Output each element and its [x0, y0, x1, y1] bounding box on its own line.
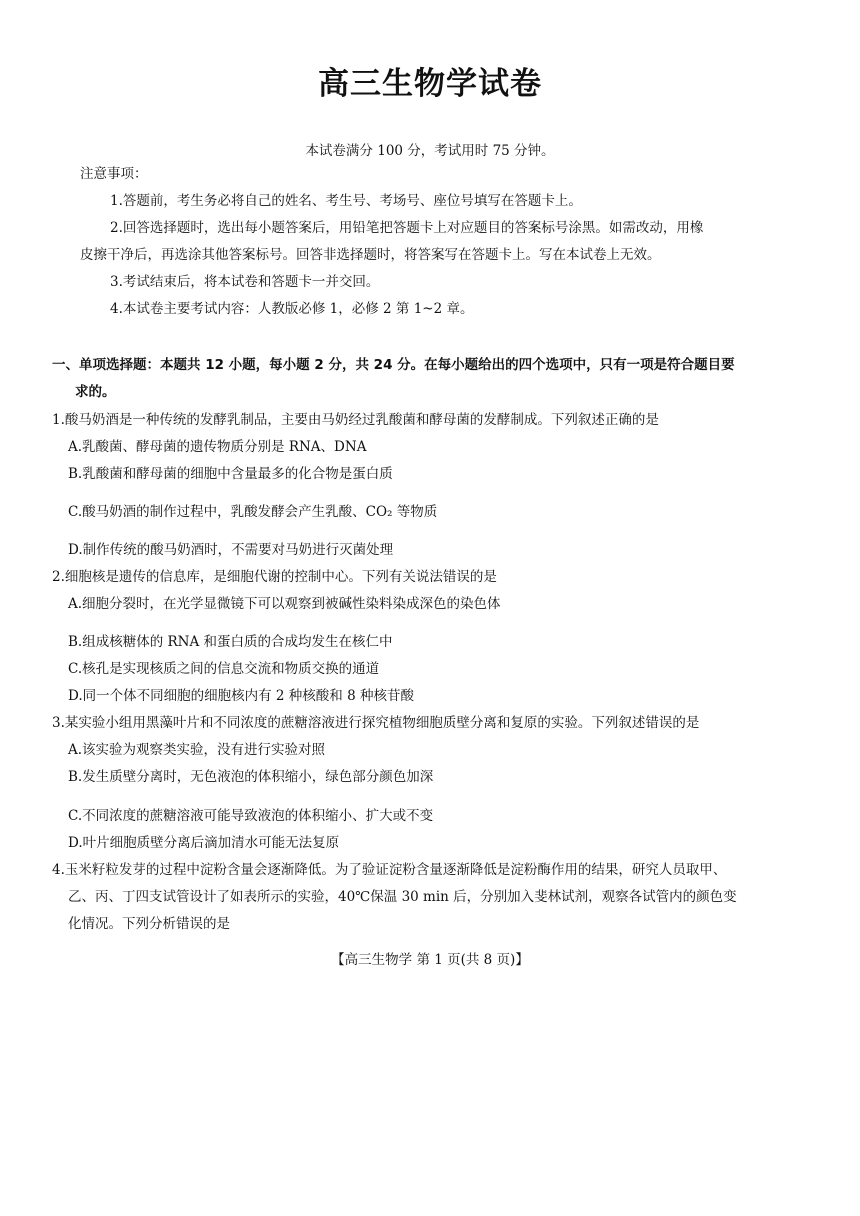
notice-heading: 注意事项：: [80, 166, 148, 182]
question-2-option-b: B.组成核糖体的 RNA 和蛋白质的合成均发生在核仁中: [68, 634, 393, 650]
question-4-stem-line-1: 4.玉米籽粒发芽的过程中淀粉含量会逐渐降低。为了验证淀粉含量逐渐降低是淀粉酶作用的结果，研究人员取甲、: [52, 862, 727, 878]
question-2-option-d: D.同一个体不同细胞的细胞核内有 2 种核酸和 8 种核苷酸: [68, 688, 414, 704]
section-heading-line-2: 求的。: [75, 384, 116, 400]
question-2-option-c: C.核孔是实现核质之间的信息交流和物质交换的通道: [68, 661, 380, 677]
question-2-option-a: A.细胞分裂时，在光学显微镜下可以观察到被碱性染料染成深色的染色体: [68, 596, 501, 612]
section-heading: [52, 352, 822, 406]
question-3-option-a: A.该实验为观察类实验，没有进行实验对照: [68, 742, 326, 758]
question-1-option-a: A.乳酸菌、酵母菌的遗传物质分别是 RNA、DNA: [68, 439, 367, 455]
question-3-option-c: C.不同浓度的蔗糖溶液可能导致液泡的体积缩小、扩大或不变: [68, 808, 434, 824]
page-footer: 【高三生物学 第 1 页(共 8 页)】: [331, 952, 529, 968]
question-1-stem: 1.酸马奶酒是一种传统的发酵乳制品，主要由马奶经过乳酸菌和酵母菌的发酵制成。下列叙述正确的是: [52, 412, 659, 428]
notice-item-2: 2.回答选择题时，选出每小题答案后，用铅笔把答题卡上对应题目的答案标号涂黑。如需改动，用橡: [110, 220, 704, 236]
notice-item-2-cont: 皮擦干净后，再选涂其他答案标号。回答非选择题时，将答案写在答题卡上。写在本试卷上无效。: [80, 247, 661, 263]
notice-item-3: 3.考试结束后，将本试卷和答题卡一并交回。: [110, 274, 380, 290]
question-1-option-d: D.制作传统的酸马奶酒时，不需要对马奶进行灭菌处理: [68, 542, 394, 558]
question-3-option-b: B.发生质壁分离时，无色液泡的体积缩小，绿色部分颜色加深: [68, 769, 434, 785]
question-3-option-d: D.叶片细胞质壁分离后滴加清水可能无法复原: [68, 835, 340, 851]
question-1-option-b: B.乳酸菌和酵母菌的细胞中含量最多的化合物是蛋白质: [68, 466, 393, 482]
notice-item-4: 4.本试卷主要考试内容：人教版必修 1，必修 2 第 1~2 章。: [110, 301, 474, 317]
section-heading-line-1: 一、单项选择题：本题共 12 小题，每小题 2 分，共 24 分。在每小题给出的四个选项中，只有一项是符合题目要: [52, 357, 735, 373]
question-4-stem-line-2: 乙、丙、丁四支试管设计了如表所示的实验，40℃保温 30 min 后，分别加入斐林试剂，观察各试管内的颜色变: [68, 889, 737, 905]
question-4-stem-line-3: 化情况。下列分析错误的是: [68, 916, 230, 932]
question-2-stem: 2.细胞核是遗传的信息库，是细胞代谢的控制中心。下列有关说法错误的是: [52, 569, 497, 585]
exam-info: 本试卷满分 100 分，考试用时 75 分钟。: [305, 143, 555, 159]
question-1-option-c: C.酸马奶酒的制作过程中，乳酸发酵会产生乳酸、CO₂ 等物质: [68, 504, 438, 520]
question-3-stem: 3.某实验小组用黑藻叶片和不同浓度的蔗糖溶液进行探究植物细胞质壁分离和复原的实验。下列叙述错误的是: [52, 715, 700, 731]
notice-item-1: 1.答题前，考生务必将自己的姓名、考生号、考场号、座位号填写在答题卡上。: [110, 193, 582, 209]
page-title: 高三生物学试卷: [318, 66, 542, 102]
